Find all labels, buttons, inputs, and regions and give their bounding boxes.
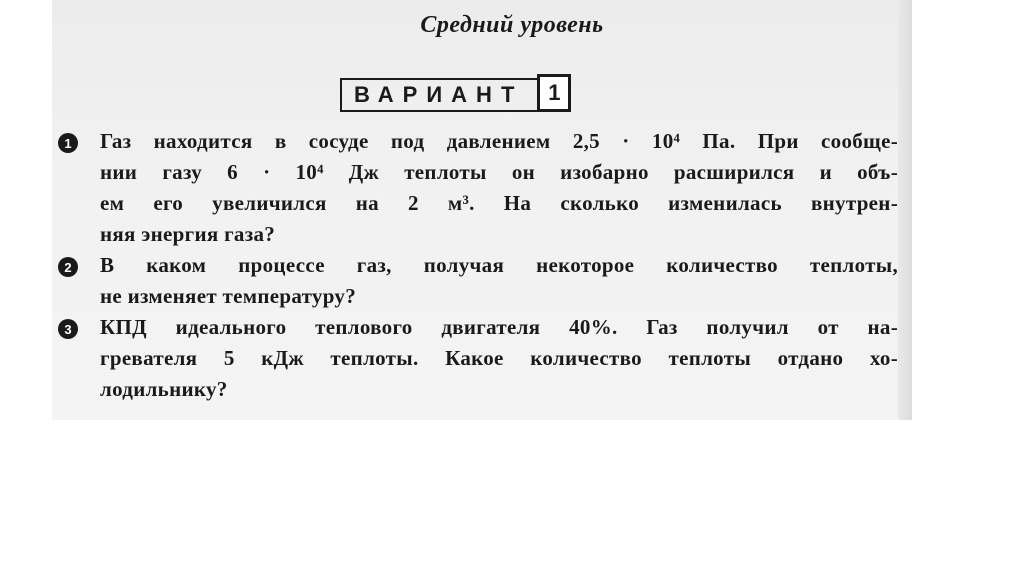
task-line: Газ находится в сосуде под давлением 2,5 · 10⁴ Па. При сообще- [100,129,898,153]
variant-header [340,72,571,112]
task-line: КПД идеального теплового двигателя 40%. Газ получил от на- [100,315,898,339]
task-text [100,250,898,312]
task-line: няя энергия газа? [100,222,276,246]
task-number-badge: 3 [58,319,78,339]
task-list [58,126,898,405]
task-item [58,126,898,250]
task-number-badge: 1 [58,133,78,153]
task-item [58,250,898,312]
task-line: лодильнику? [100,377,228,401]
task-line: В каком процессе газ, получая некоторое количество теплоты, [100,253,898,277]
task-line: нии газу 6 · 10⁴ Дж теплоты он изобарно расширился и объ- [100,160,898,184]
task-line: не изменяет температуру? [100,284,357,308]
task-line: гревателя 5 кДж теплоты. Какое количество теплоты отдано хо- [100,346,898,370]
task-number-badge: 2 [58,257,78,277]
page-edge-shadow [898,0,912,420]
variant-number: 1 [537,74,571,112]
task-text [100,312,898,405]
variant-label: ВАРИАНТ [340,78,539,112]
section-heading: Средний уровень [420,12,604,38]
task-text [100,126,898,250]
task-line: ем его увеличился на 2 м³. На сколько изменилась внутрен- [100,191,898,215]
task-item [58,312,898,405]
